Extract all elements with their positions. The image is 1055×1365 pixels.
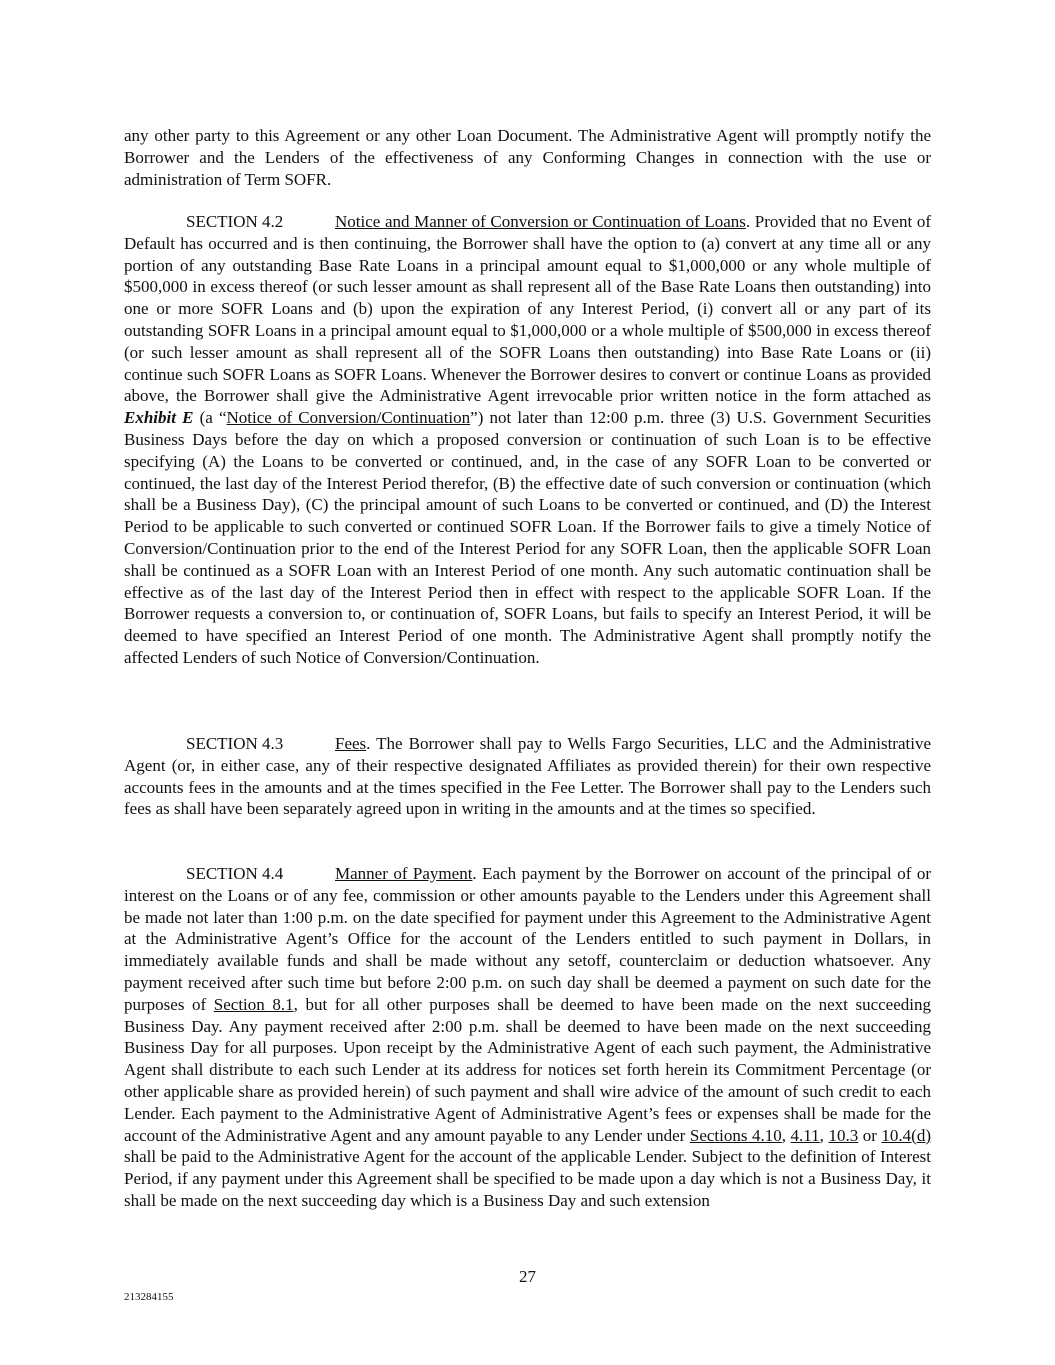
page-number: 27: [519, 1267, 536, 1286]
cross-reference: Section 8.1: [213, 994, 294, 1014]
defined-term: Notice of Conversion/Continuation: [226, 408, 471, 428]
section-4-4: [124, 863, 931, 1212]
section-title: Manner of Payment: [335, 864, 473, 883]
section-4-2: [124, 211, 931, 669]
section-4-2-paragraph: [124, 211, 931, 669]
cross-reference: Sections 4.10: [689, 1125, 782, 1145]
exhibit-reference: Exhibit E: [124, 408, 194, 428]
cross-reference: 4.11: [790, 1125, 820, 1145]
section-4-3-paragraph: [124, 733, 931, 820]
section-title: Fees: [335, 734, 367, 753]
separator: ,: [781, 1125, 791, 1145]
separator: ,: [819, 1125, 829, 1145]
section-text: . Each payment by the Borrower on account of the principal of or interest on the Loans or of any fee, commission or other amounts payable to the Lenders under this Agreement shall be made not later than 1:00 p.m. on the date specified for payment under this Agreement to the Administrative Agent at the Administrative Agent’s Office for the account of the Lenders entitled to such payment in Dollars, in immediately available funds and shall be made without any setoff, counterclaim or deduction whatsoever. Any payment received after such time but before 2:00 p.m. on such day shall be deemed a payment on such date for the purposes of: [124, 864, 931, 1014]
section-4-4-paragraph: [124, 863, 931, 1212]
section-number: SECTION 4.2: [186, 212, 284, 231]
section-number: SECTION 4.3: [186, 734, 284, 753]
section-text: , but for all other purposes shall be deemed to have been made on the next succeeding Business Day. Any payment received after 2:00 p.m. shall be deemed to have been made on the next succeeding Business Day for all purposes. Upon receipt by the Administrative Agent of each such payment, the Administrative Agent shall distribute to each such Lender at its address for notices set forth herein its Commitment Percentage (or other applicable share as provided herein) of such payment and shall wire advice of the amount of such credit to each Lender. Each payment to the Administrative Agent of Administrative Agent’s fees or expenses shall be made for the account of the Administrative Agent and any amount payable to any Lender under: [124, 994, 931, 1145]
cross-reference: 10.3: [828, 1125, 859, 1145]
paragraph-text: any other party to this Agreement or any other Loan Document. The Administrative Agent will promptly notify the Borrower and the Lenders of the effectiveness of any Conforming Changes in connection with the use or administration of Term SOFR.: [124, 126, 931, 189]
section-number: SECTION 4.4: [186, 864, 284, 883]
section-text: . Provided that no Event of Default has occurred and is then continuing, the Borrower shall have the option to (a) convert at any time all or any portion of any outstanding Base Rate Loans in a principal amount equal to $1,000,000 or any whole multiple of $500,000 in excess thereof (or such lesser amount as shall represent all of the Base Rate Loans then outstanding) into one or more SOFR Loans and (b) upon the expiration of any Interest Period, (i) convert all or any part of its outstanding SOFR Loans in a principal amount equal to $1,000,000 or a whole multiple of $500,000 in excess thereof (or such lesser amount as shall represent all of the SOFR Loans then outstanding) into Base Rate Loans or (ii) continue such SOFR Loans as SOFR Loans. Whenever the Borrower desires to convert or continue Loans as provided above, the Borrower shall give the Administrative Agent irrevocable prior written notice in the form attached as: [124, 212, 931, 406]
separator: or: [858, 1125, 882, 1145]
section-text: . The Borrower shall pay to Wells Fargo Securities, LLC and the Administrative Agent (or, in either case, any of their respective designated Affiliates as provided therein) for their own respective accounts fees in the amounts and at the times specified in the Fee Letter. The Borrower shall pay to the Lenders such fees as shall have been separately agreed upon in writing in the amounts and at the times so specified.: [124, 734, 931, 819]
section-text: shall be paid to the Administrative Agent for the account of the applicable Lender. Subject to the definition of Interest Period, if any payment under this Agreement shall be specified to be made upon a day which is not a Business Day, it shall be made on the next succeeding day which is a Business Day and such extension: [124, 1147, 931, 1210]
cross-reference: 10.4(d): [881, 1125, 931, 1145]
document-id: 213284155: [124, 1291, 174, 1303]
section-title: Notice and Manner of Conversion or Continuation of Loans: [335, 212, 746, 231]
section-4-3: [124, 733, 931, 820]
section-text: ”) not later than 12:00 p.m. three (3) U.S. Government Securities Business Days before the day on which a proposed conversion or continuation of such Loan is to be effective specifying (A) the Loans to be converted or continued, and, in the case of any SOFR Loan to be converted or continued, the last day of the Interest Period therefor, (B) the effective date of such conversion or continuation (which shall be a Business Day), (C) the principal amount of such Loans to be converted or continued, and (D) the Interest Period to be applicable to such converted or continued SOFR Loan. If the Borrower fails to give a timely Notice of Conversion/Continuation prior to the end of the Interest Period for any SOFR Loan, then the applicable SOFR Loan shall be continued as a SOFR Loan with an Interest Period of one month. Any such automatic continuation shall be effective as of the last day of the Interest Period then in effect with respect to the applicable SOFR Loan. If the Borrower requests a conversion to, or continuation of, SOFR Loans, but fails to specify an Interest Period, it will be deemed to have specified an Interest Period of one month. The Administrative Agent shall promptly notify the affected Lenders of such Notice of Conversion/Continuation.: [124, 408, 931, 667]
paragraph-continuation: [124, 125, 931, 190]
section-text: (a “: [193, 408, 227, 428]
